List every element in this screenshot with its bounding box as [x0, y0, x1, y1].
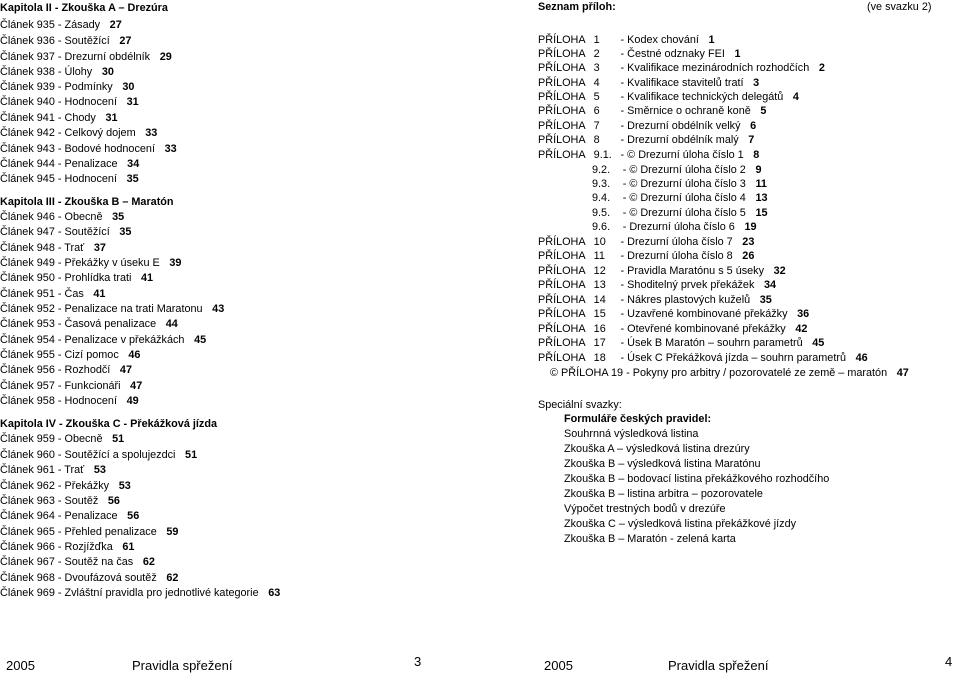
page-number: 41 — [141, 272, 154, 284]
page-number: 30 — [101, 66, 114, 78]
annex-number: 8 — [593, 134, 600, 146]
article-title: Článek 952 - Penalizace na trati Maratonu — [0, 303, 203, 315]
toc-entry — [0, 225, 131, 239]
toc-entry — [0, 142, 177, 156]
article-title: Článek 958 - Hodnocení — [0, 395, 117, 407]
annex-number: 3 — [593, 62, 600, 74]
toc-entry — [0, 65, 114, 79]
page-number: 35 — [759, 294, 772, 306]
toc-entry — [0, 525, 178, 539]
page-number: 59 — [166, 526, 179, 538]
page-number: 51 — [112, 433, 125, 445]
toc-entry — [0, 111, 118, 125]
annex-title: - © Drezurní úloha číslo 2 — [622, 164, 746, 176]
page-number: 62 — [142, 556, 155, 568]
page-number: 47 — [896, 367, 909, 379]
article-title: Článek 969 - Zvláštní pravidla pro jednotlivé kategorie — [0, 587, 259, 599]
annex-title: - Drezurní úloha číslo 7 — [620, 236, 733, 248]
annex-entry — [538, 322, 807, 336]
toc-entry — [0, 271, 153, 285]
article-title: Článek 949 - Překážky v úseku E — [0, 257, 160, 269]
article-title: Článek 955 - Cizí pomoc — [0, 349, 119, 361]
annex-number: 12 — [593, 265, 606, 277]
toc-entry — [0, 363, 132, 377]
annex-number: 9.5. — [592, 207, 611, 219]
annex-label: PŘÍLOHA — [538, 265, 586, 277]
annex-label: PŘÍLOHA — [538, 323, 586, 335]
toc-entry — [0, 210, 124, 224]
article-title: Článek 941 - Chody — [0, 112, 96, 124]
article-title: Článek 940 - Hodnocení — [0, 96, 117, 108]
article-title: Článek 953 - Časová penalizace — [0, 318, 157, 330]
annex-entry — [538, 90, 799, 104]
article-title: Článek 960 - Soutěžící a spolujezdci — [0, 449, 176, 461]
footer-year-left: 2005 — [6, 658, 35, 673]
annex-title: © PŘÍLOHA 19 - Pokyny pro arbitry / pozorovatelé ze země – maratón — [550, 367, 888, 379]
page-number: 15 — [755, 207, 768, 219]
chapter-title: Kapitola IV - Zkouška C - Překážková jízda — [0, 418, 217, 430]
toc-entry — [0, 95, 139, 109]
toc-entry — [0, 540, 134, 554]
page-number: 35 — [126, 173, 139, 185]
annex-entry — [538, 293, 772, 307]
article-title: Článek 959 - Obecně — [0, 433, 103, 445]
annex-label: PŘÍLOHA — [538, 250, 586, 262]
annex-number: 16 — [593, 323, 606, 335]
page-number: 9 — [755, 164, 762, 176]
annex-number: 9.4. — [592, 192, 611, 204]
page-number: 35 — [112, 211, 125, 223]
page-number: 7 — [748, 134, 755, 146]
toc-entry — [0, 317, 178, 331]
article-title: Článek 946 - Obecně — [0, 211, 103, 223]
toc-entry — [0, 348, 140, 362]
annex-number: 6 — [593, 105, 600, 117]
page-number: 11 — [755, 178, 767, 190]
page-number: 45 — [812, 337, 825, 349]
chapter-title: Kapitola III - Zkouška B – Maratón — [0, 196, 174, 208]
article-title: Článek 936 - Soutěžící — [0, 35, 110, 47]
page-number: 62 — [166, 572, 179, 584]
annex-entry — [538, 235, 754, 249]
page-number: 43 — [212, 303, 225, 315]
page-number: 56 — [107, 495, 120, 507]
annex-number: 18 — [593, 352, 606, 364]
toc-entry — [0, 256, 181, 270]
page-number: 1 — [708, 34, 715, 46]
annex-label: PŘÍLOHA — [538, 294, 586, 306]
annex-number: 17 — [593, 337, 606, 349]
article-title: Článek 962 - Překážky — [0, 480, 110, 492]
page-number: 34 — [127, 158, 140, 170]
chapter-title: Kapitola II - Zkouška A – Drezúra — [0, 2, 168, 14]
annex-label: PŘÍLOHA — [538, 149, 586, 161]
article-title: Článek 966 - Rozjížďka — [0, 541, 113, 553]
annex-number: 11 — [593, 250, 605, 262]
toc-entry — [0, 18, 122, 32]
page-number: 31 — [126, 96, 139, 108]
article-title: Článek 943 - Bodové hodnocení — [0, 143, 155, 155]
toc-entry — [0, 379, 142, 393]
footer-title-left: Pravidla spřežení — [132, 658, 233, 673]
annex-number: 10 — [593, 236, 606, 248]
annex-label: PŘÍLOHA — [538, 105, 586, 117]
toc-entry — [0, 586, 280, 600]
annex-label: PŘÍLOHA — [538, 34, 586, 46]
annex-number: 14 — [593, 294, 606, 306]
annex-label: PŘÍLOHA — [538, 120, 586, 132]
annex-title: - Kvalifikace mezinárodních rozhodčích — [620, 62, 810, 74]
page-number: 29 — [159, 51, 172, 63]
page-number: 53 — [118, 480, 131, 492]
page-number: 45 — [194, 334, 207, 346]
annex-number: 9.2. — [592, 164, 611, 176]
annex-title: - Drezurní obdélník velký — [620, 120, 741, 132]
annex-title: - Drezurní obdélník malý — [620, 134, 739, 146]
page-number: 26 — [742, 250, 755, 262]
annex-label: PŘÍLOHA — [538, 308, 586, 320]
form-item: Výpočet trestných bodů v drezúře — [564, 503, 726, 515]
annex-label: PŘÍLOHA — [538, 91, 586, 103]
toc-entry — [0, 80, 134, 94]
annex-entry — [538, 148, 759, 162]
subannex-entry — [592, 163, 761, 177]
page-number: 1 — [734, 48, 741, 60]
footer-title-right: Pravidla spřežení — [668, 658, 769, 673]
page-number: 37 — [93, 242, 106, 254]
toc-entry — [0, 34, 131, 48]
toc-entry — [0, 126, 157, 140]
article-title: Článek 951 - Čas — [0, 288, 84, 300]
toc-entry — [0, 432, 124, 446]
form-item: Souhrnná výsledková listina — [564, 428, 699, 440]
page-number: 6 — [750, 120, 757, 132]
page-number: 35 — [119, 226, 132, 238]
article-title: Článek 956 - Rozhodčí — [0, 364, 111, 376]
toc-entry — [0, 494, 120, 508]
annex-entry — [538, 47, 740, 61]
toc-entry — [0, 50, 172, 64]
annex-entry — [538, 119, 756, 133]
toc-entry — [0, 463, 106, 477]
annex-label: PŘÍLOHA — [538, 352, 586, 364]
annex-number: 5 — [593, 91, 600, 103]
special-volumes-title: Speciální svazky: — [538, 399, 622, 411]
page-number: 34 — [763, 279, 777, 291]
page-number: 3 — [753, 77, 760, 89]
annex-number: 7 — [593, 120, 600, 132]
page-number: 13 — [755, 192, 768, 204]
subannex-entry — [592, 206, 768, 220]
form-item: Zkouška C – výsledková listina překážkové jízdy — [564, 518, 797, 530]
page-number: 5 — [760, 105, 767, 117]
page-number: 27 — [119, 35, 132, 47]
article-title: Článek 947 - Soutěžící — [0, 226, 110, 238]
toc-entry — [0, 302, 224, 316]
page-number: 44 — [165, 318, 178, 330]
annex-title: - Otevřené kombinované překážky — [620, 323, 786, 335]
page-number: 63 — [268, 587, 281, 599]
annex-number: 1 — [593, 34, 600, 46]
annex-entry — [538, 76, 759, 90]
page-number: 47 — [130, 380, 143, 392]
article-title: Článek 954 - Penalizace v překážkách — [0, 334, 185, 346]
annex-label: PŘÍLOHA — [538, 337, 586, 349]
annex-title: - Kodex chování — [620, 34, 699, 46]
page-number: 32 — [773, 265, 786, 277]
annex-number: 15 — [593, 308, 606, 320]
page-number: 61 — [122, 541, 135, 553]
article-title: Článek 938 - Úlohy — [0, 66, 93, 78]
article-title: Článek 939 - Podmínky — [0, 81, 113, 93]
toc-entry — [0, 241, 106, 255]
annex-number: 2 — [593, 48, 600, 60]
annex-label: PŘÍLOHA — [538, 48, 586, 60]
toc-entry — [0, 509, 139, 523]
annex-title: - Úsek C Překážková jízda – souhrn parametrů — [620, 352, 846, 364]
footer-year-right: 2005 — [544, 658, 573, 673]
page-number: 46 — [855, 352, 868, 364]
chapter-heading — [0, 417, 217, 431]
page-number: 47 — [119, 364, 132, 376]
page-number: 42 — [795, 323, 808, 335]
article-title: Článek 944 - Penalizace — [0, 158, 118, 170]
article-title: Článek 948 - Trať — [0, 242, 85, 254]
subannex-entry — [592, 177, 767, 191]
annex-title: - © Drezurní úloha číslo 4 — [622, 192, 746, 204]
page-number: 53 — [93, 464, 106, 476]
page-number: 49 — [126, 395, 139, 407]
article-title: Článek 945 - Hodnocení — [0, 173, 117, 185]
annex-number: 13 — [593, 279, 606, 291]
footer-page-left: 3 — [414, 654, 422, 669]
annex-title: - Uzavřené kombinované překážky — [620, 308, 788, 320]
toc-entry — [0, 448, 197, 462]
annex-number: 9.6. — [592, 221, 611, 233]
annex-entry-19 — [550, 366, 909, 380]
page-number: 2 — [818, 62, 825, 74]
toc-entry — [0, 172, 139, 186]
annex-entry — [538, 264, 786, 278]
chapter-heading — [0, 195, 174, 209]
toc-entry — [0, 394, 139, 408]
article-title: Článek 942 - Celkový dojem — [0, 127, 136, 139]
annex-title: - Pravidla Maratónu s 5 úseky — [620, 265, 765, 277]
annex-title: - Směrnice o ochraně koně — [620, 105, 751, 117]
annex-entry — [538, 33, 715, 47]
annex-title: - Nákres plastových kuželů — [620, 294, 751, 306]
article-title: Článek 963 - Soutěž — [0, 495, 99, 507]
form-item: Zkouška B – listina arbitra – pozorovatele — [564, 488, 763, 500]
annex-title: - Drezurní úloha číslo 6 — [622, 221, 735, 233]
article-title: Článek 957 - Funkcionáři — [0, 380, 121, 392]
annex-title: - Shoditelný prvek překážek — [620, 279, 755, 291]
annex-title: - Čestné odznaky FEI — [620, 48, 725, 60]
page-number: 33 — [164, 143, 177, 155]
article-title: Článek 968 - Dvoufázová soutěž — [0, 572, 157, 584]
article-title: Článek 967 - Soutěž na čas — [0, 556, 134, 568]
article-title: Článek 950 - Prohlídka trati — [0, 272, 132, 284]
page-number: 27 — [109, 19, 122, 31]
article-title: Článek 961 - Trať — [0, 464, 85, 476]
annex-label: PŘÍLOHA — [538, 77, 586, 89]
annex-title: - © Drezurní úloha číslo 1 — [620, 149, 744, 161]
page-number: 33 — [145, 127, 158, 139]
annex-title: - © Drezurní úloha číslo 5 — [622, 207, 746, 219]
article-title: Článek 935 - Zásady — [0, 19, 101, 31]
toc-entry — [0, 555, 155, 569]
annex-list-note: (ve svazku 2) — [867, 1, 932, 13]
annex-entry — [538, 351, 868, 365]
annex-number: 9.1. — [593, 149, 612, 161]
page-number: 31 — [105, 112, 118, 124]
article-title: Článek 965 - Přehled penalizace — [0, 526, 157, 538]
annex-entry — [538, 133, 754, 147]
annex-title: - Kvalifikace stavitelů tratí — [620, 77, 744, 89]
article-title: Článek 964 - Penalizace — [0, 510, 118, 522]
annex-list-title: Seznam příloh: — [538, 1, 616, 13]
form-item: Zkouška B – bodovací listina překážkového rozhodčího — [564, 473, 830, 485]
annex-entry — [538, 336, 824, 350]
annex-number: 9.3. — [592, 178, 611, 190]
form-item: Zkouška B – Maratón - zelená karta — [564, 533, 736, 545]
page-number: 30 — [122, 81, 135, 93]
annex-title: - © Drezurní úloha číslo 3 — [622, 178, 746, 190]
forms-title: Formuláře českých pravidel: — [564, 413, 712, 425]
toc-entry — [0, 333, 206, 347]
subannex-entry — [592, 191, 768, 205]
form-item: Zkouška A – výsledková listina drezúry — [564, 443, 750, 455]
page-number: 8 — [753, 149, 760, 161]
form-item: Zkouška B – výsledková listina Maratónu — [564, 458, 761, 470]
annex-entry — [538, 61, 825, 75]
page-number: 46 — [128, 349, 141, 361]
annex-title: - Úsek B Maratón – souhrn parametrů — [620, 337, 803, 349]
annex-number: 4 — [593, 77, 600, 89]
annex-entry — [538, 307, 809, 321]
annex-label: PŘÍLOHA — [538, 134, 586, 146]
subannex-entry — [592, 220, 757, 234]
page-number: 4 — [792, 91, 799, 103]
page-number: 19 — [744, 221, 757, 233]
annex-entry — [538, 278, 776, 292]
page-number: 36 — [797, 308, 810, 320]
page-number: 41 — [93, 288, 106, 300]
page-number: 51 — [185, 449, 198, 461]
annex-label: PŘÍLOHA — [538, 236, 586, 248]
annex-title: - Drezurní úloha číslo 8 — [620, 250, 733, 262]
toc-entry — [0, 157, 139, 171]
toc-entry — [0, 479, 131, 493]
article-title: Článek 937 - Drezurní obdélník — [0, 51, 151, 63]
page-number: 39 — [169, 257, 182, 269]
toc-entry — [0, 571, 178, 585]
footer-page-right: 4 — [945, 654, 953, 669]
page-number: 56 — [127, 510, 140, 522]
page-number: 23 — [742, 236, 755, 248]
annex-entry — [538, 249, 754, 263]
chapter-heading — [0, 1, 168, 15]
annex-title: - Kvalifikace technických delegátů — [620, 91, 784, 103]
annex-label: PŘÍLOHA — [538, 62, 586, 74]
annex-entry — [538, 104, 766, 118]
annex-label: PŘÍLOHA — [538, 279, 586, 291]
toc-entry — [0, 287, 105, 301]
